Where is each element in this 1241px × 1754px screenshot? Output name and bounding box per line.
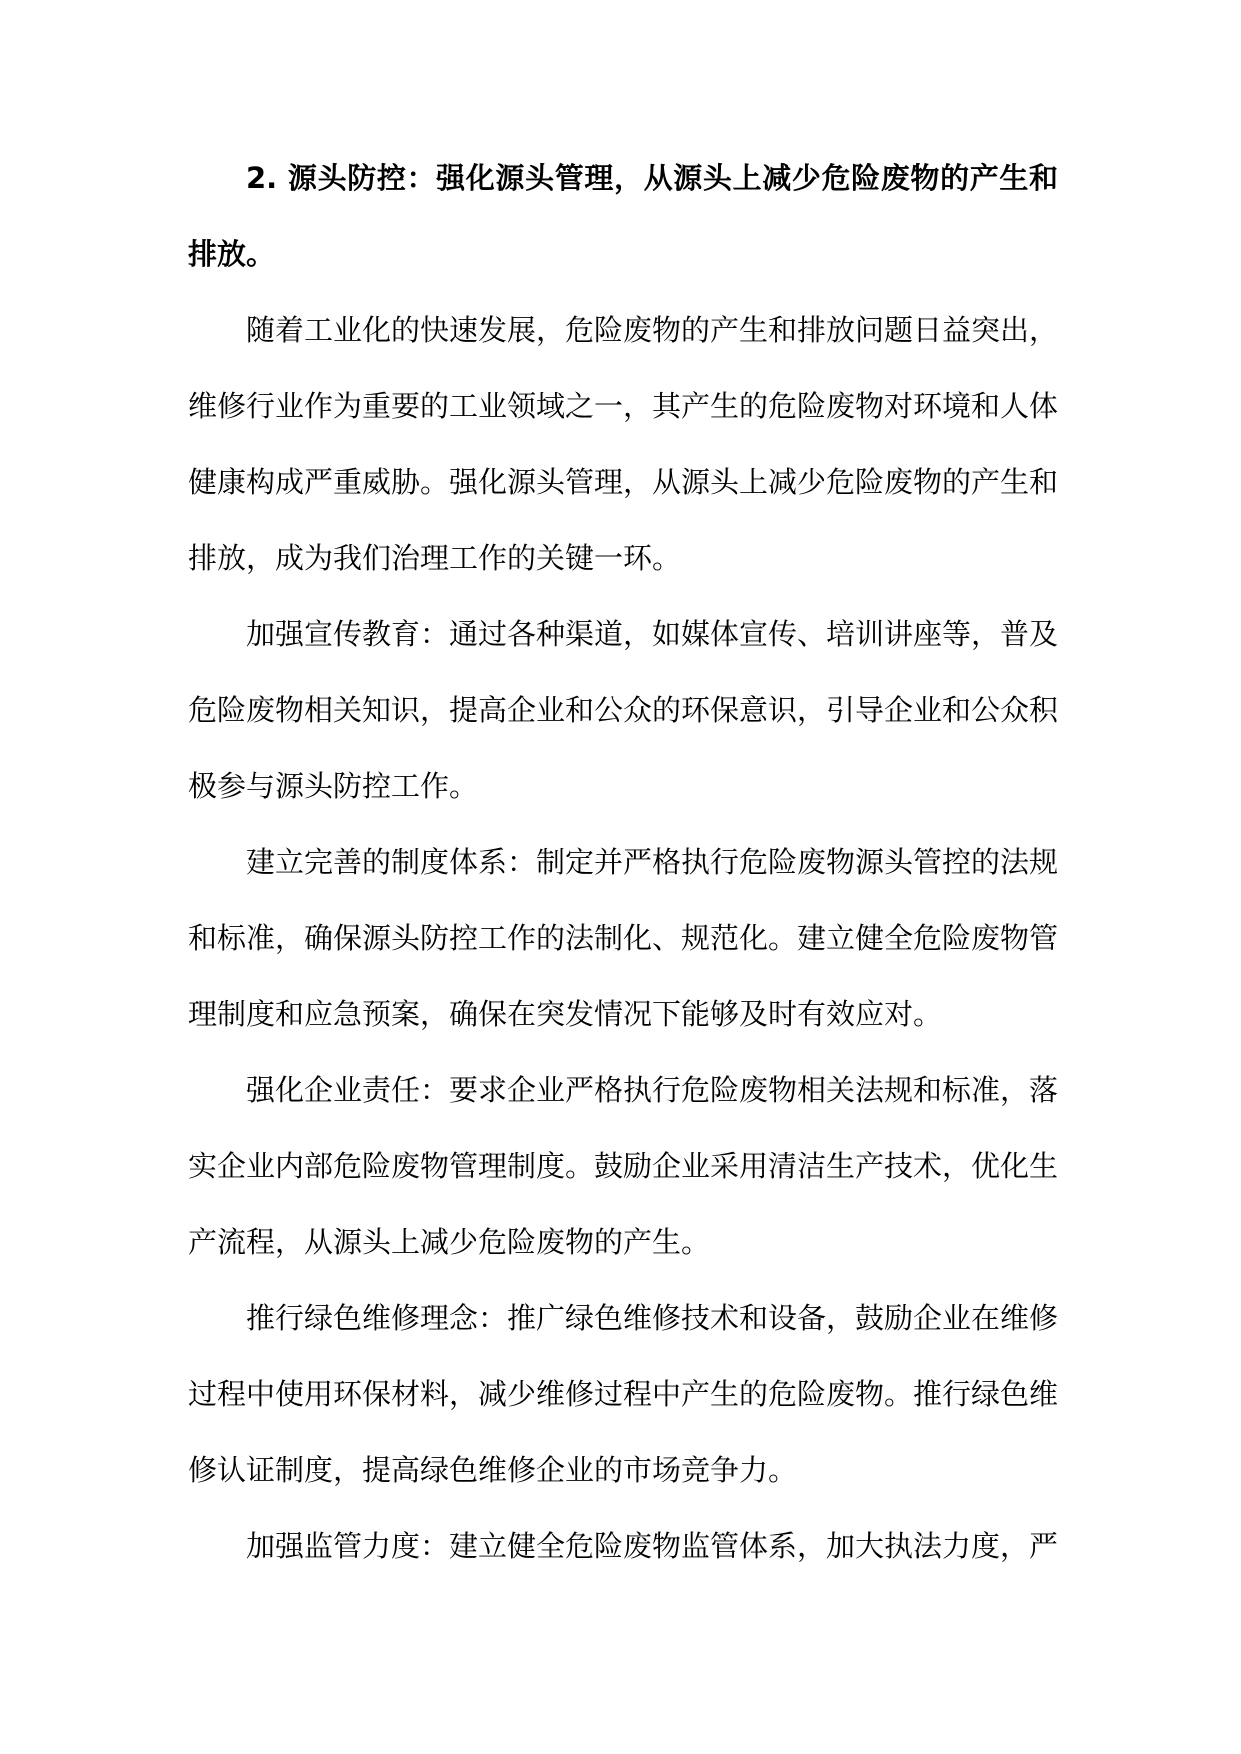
paragraph-green-repair: 推行绿色维修理念：推广绿色维修技术和设备，鼓励企业在维修过程中使用环保材料，减少维修过程中产生的危险废物。推行绿色维修认证制度，提高绿色维修企业的市场竞争力。 xyxy=(188,1301,1059,1487)
paragraph-enterprise-responsibility: 强化企业责任：要求企业严格执行危险废物相关法规和标准，落实企业内部危险废物管理制度。鼓励企业采用清洁生产技术，优化生产流程，从源头上减少危险废物的产生。 xyxy=(188,1073,1059,1259)
paragraph-supervision: 加强监管力度：建立健全危险废物监管体系，加大执法力度，严 xyxy=(246,1529,1059,1563)
paragraph-background: 随着工业化的快速发展，危险废物的产生和排放问题日益突出，维修行业作为重要的工业领域之一，其产生的危险废物对环境和人体健康构成严重威胁。强化源头管理，从源头上减少危险废物的产生和排放，成为我们治理工作的关键一环。 xyxy=(188,313,1059,575)
paragraph-institutional-system: 建立完善的制度体系：制定并严格执行危险废物源头管控的法规和标准，确保源头防控工作的法制化、规范化。建立健全危险废物管理制度和应急预案，确保在突发情况下能够及时有效应对。 xyxy=(188,845,1059,1031)
document-body xyxy=(188,140,1058,1584)
section-heading: 2. 源头防控：强化源头管理，从源头上减少危险废物的产生和排放。 xyxy=(188,161,1058,271)
paragraph-publicity-education: 加强宣传教育：通过各种渠道，如媒体宣传、培训讲座等，普及危险废物相关知识，提高企业和公众的环保意识，引导企业和公众积极参与源头防控工作。 xyxy=(188,617,1059,803)
